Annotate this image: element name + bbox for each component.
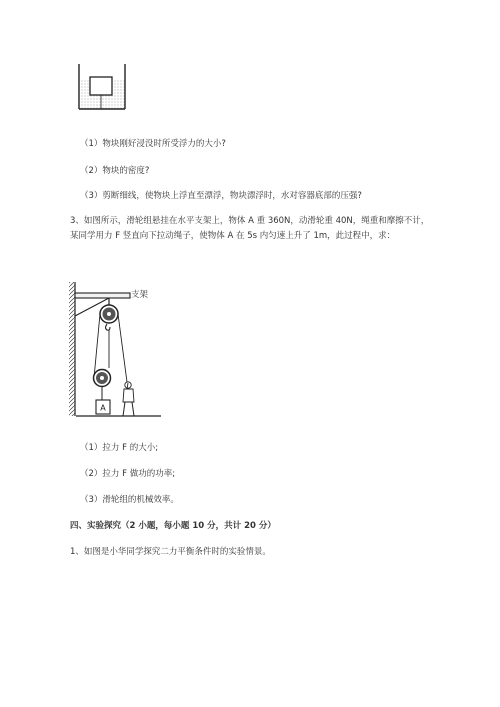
bracket-label: 支架 [131,290,149,300]
s4-question-1: 1、如图是小华同学探究二力平衡条件时的实验情景。 [70,547,271,557]
q3-subquestion-1: （1）拉力 F 的大小; [80,443,159,453]
section-4-heading: 四、实验探究（2 小题，每小题 10 分，共计 20 分） [70,521,276,531]
q3-subquestion-3: （3）滑轮组的机械效率。 [80,495,179,505]
container-figure [72,62,132,116]
q2-subquestion-3: （3）剪断细线，使物块上浮直至漂浮，物块漂浮时，水对容器底部的压强? [80,191,362,201]
q3-subquestion-2: （2）拉力 F 做功的功率; [80,469,176,479]
pulley-figure [66,282,166,422]
q2-subquestion-1: （1）物块刚好浸没时所受浮力的大小? [80,139,226,149]
q2-subquestion-2: （2）物块的密度? [80,166,150,176]
block-a-label: A [100,403,106,413]
q3-text: 3、如图所示，滑轮组悬挂在水平支架上，物体 A 重 360N，动滑轮重 40N，绳重和摩擦不计，某同学用力 F 竖直向下拉动绳子，使物体 A 在 5s 内匀速上升了 1m，此过程中，求： [70,216,430,241]
